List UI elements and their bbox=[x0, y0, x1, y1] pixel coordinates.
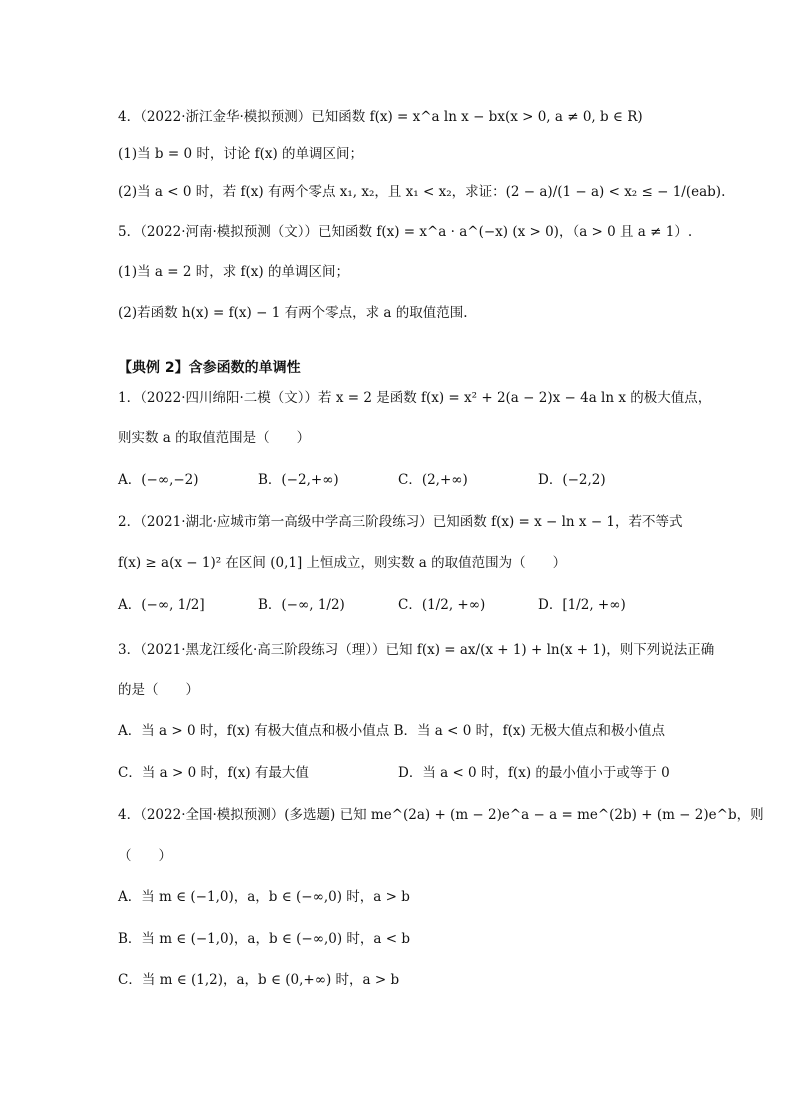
problem-5-part-1: (1)当 a = 2 时，求 f(x) 的单调区间； bbox=[118, 264, 349, 280]
question-1-option-b: B．(−2,+∞) bbox=[258, 472, 339, 488]
problem-5-stem: 5．（2022·河南·模拟预测（文））已知函数 f(x) = x^a · a^(−x) (x > 0)，（a > 0 且 a ≠ 1）. bbox=[118, 224, 693, 240]
question-3-stem-line-2: 的是（ ） bbox=[118, 682, 199, 698]
question-3-options-ab: A．当 a > 0 时，f(x) 有极大值点和极小值点 B．当 a < 0 时，f(x) 无极大值点和极小值点 bbox=[118, 723, 666, 739]
question-4-stem-line-2: （ ） bbox=[118, 848, 172, 864]
question-3-option-d: D．当 a < 0 时，f(x) 的最小值小于或等于 0 bbox=[398, 765, 670, 781]
question-4-stem-line-1: 4．（2022·全国·模拟预测）(多选题) 已知 me^(2a) + (m − 2)e^a − a = me^(2b) + (m − 2)e^b，则 bbox=[118, 807, 764, 823]
question-2-stem-line-1: 2．（2021·湖北·应城市第一高级中学高三阶段练习）已知函数 f(x) = x − ln x − 1，若不等式 bbox=[118, 514, 683, 530]
question-4-option-a: A．当 m ∈ (−1,0)，a，b ∈ (−∞,0) 时，a > b bbox=[118, 889, 410, 905]
problem-5-part-2: (2)若函数 h(x) = f(x) − 1 有两个零点，求 a 的取值范围. bbox=[118, 305, 468, 321]
question-4-option-c: C．当 m ∈ (1,2)，a，b ∈ (0,+∞) 时，a > b bbox=[118, 972, 400, 988]
question-1-option-d: D．(−2,2) bbox=[538, 472, 606, 488]
problem-4-stem: 4．（2022·浙江金华·模拟预测）已知函数 f(x) = x^a ln x − bx(x > 0, a ≠ 0, b ∈ R) bbox=[118, 109, 643, 125]
question-1-stem-line-2: 则实数 a 的取值范围是（ ） bbox=[118, 430, 311, 446]
question-2-option-d: D．[1/2, +∞) bbox=[538, 597, 626, 613]
question-2-option-b: B．(−∞, 1/2) bbox=[258, 597, 345, 613]
question-3-stem-line-1: 3．（2021·黑龙江绥化·高三阶段练习（理））已知 f(x) = ax/(x + 1) + ln(x + 1)，则下列说法正确 bbox=[118, 642, 715, 658]
problem-4-part-2: (2)当 a < 0 时，若 f(x) 有两个零点 x₁, x₂，且 x₁ < x₂，求证：(2 − a)/(1 − a) < x₂ ≤ − 1/(eab). bbox=[118, 184, 726, 200]
question-4-option-b: B．当 m ∈ (−1,0)，a，b ∈ (−∞,0) 时，a < b bbox=[118, 931, 411, 947]
question-2-option-c: C．(1/2, +∞) bbox=[398, 597, 486, 613]
section-title: 【典例 2】含参函数的单调性 bbox=[118, 360, 301, 376]
question-1-option-c: C．(2,+∞) bbox=[398, 472, 468, 488]
question-3-option-c: C．当 a > 0 时，f(x) 有最大值 bbox=[118, 765, 309, 781]
problem-4-part-1: (1)当 b = 0 时，讨论 f(x) 的单调区间； bbox=[118, 146, 364, 162]
question-2-stem-line-2: f(x) ≥ a(x − 1)² 在区间 (0,1] 上恒成立，则实数 a 的取值范围为（ ） bbox=[118, 555, 567, 571]
question-2-option-a: A．(−∞, 1/2] bbox=[118, 597, 205, 613]
question-1-stem-line-1: 1．（2022·四川绵阳·二模（文））若 x = 2 是函数 f(x) = x² + 2(a − 2)x − 4a ln x 的极大值点， bbox=[118, 390, 712, 406]
question-1-option-a: A．(−∞,−2) bbox=[118, 472, 199, 488]
